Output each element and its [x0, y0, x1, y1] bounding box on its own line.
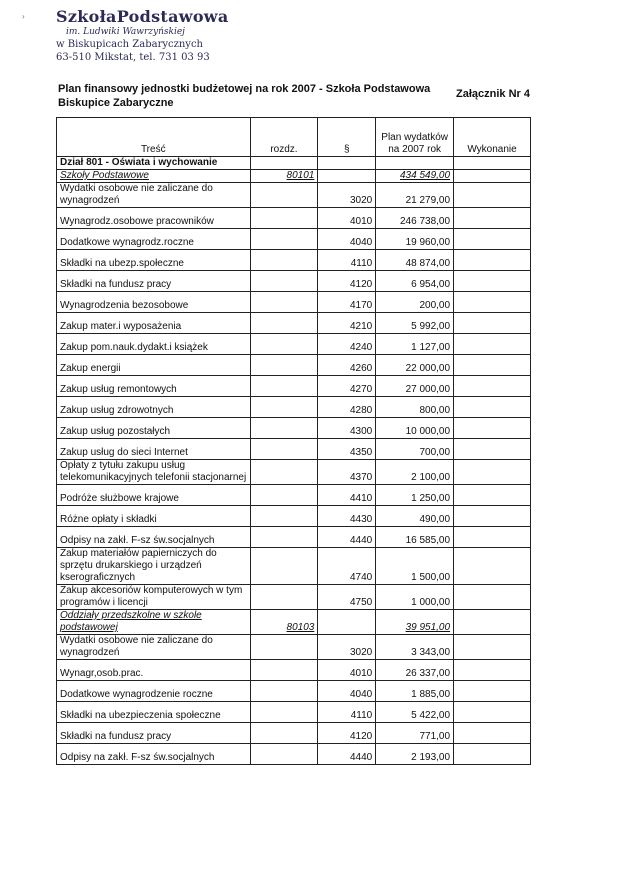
cell-plan	[376, 183, 454, 208]
cell-tresc-text: Wynagrodz.osobowe pracowników	[60, 216, 214, 227]
cell-tresc	[57, 681, 251, 702]
cell-wykonanie	[454, 460, 531, 485]
cell-wykonanie	[454, 548, 531, 585]
stamp-school-name: SzkołaPodstawowa	[56, 7, 229, 26]
cell-plan-text: 5 422,00	[411, 710, 451, 721]
cell-wykonanie	[454, 610, 531, 635]
cell-plan-text: 1 127,00	[411, 342, 451, 353]
cell-paragraf	[318, 723, 376, 744]
cell-rozdz	[250, 635, 318, 660]
cell-tresc-text: Składki na fundusz pracy	[60, 731, 172, 742]
cell-plan-text: 800,00	[419, 405, 451, 416]
cell-wykonanie	[454, 485, 531, 506]
cell-plan-text: 3 343,00	[411, 647, 451, 658]
cell-paragraf-text: 4430	[349, 514, 373, 525]
table-row	[57, 702, 531, 723]
cell-plan	[376, 585, 454, 610]
header-wykonanie: Wykonanie	[454, 118, 531, 157]
cell-paragraf	[318, 271, 376, 292]
cell-plan-text: 48 874,00	[405, 258, 451, 269]
cell-wykonanie	[454, 292, 531, 313]
cell-paragraf-text: 4370	[349, 472, 373, 483]
cell-rozdz	[250, 418, 318, 439]
table-header-row	[57, 118, 531, 157]
cell-paragraf	[318, 585, 376, 610]
cell-wykonanie	[454, 527, 531, 548]
table-cell	[376, 157, 454, 170]
cell-tresc	[57, 585, 251, 610]
cell-rozdz	[250, 334, 318, 355]
cell-tresc	[57, 250, 251, 271]
cell-plan-text: 10 000,00	[405, 426, 451, 437]
header-rozdz: rozdz.	[250, 118, 318, 157]
annex-label: Załącznik Nr 4	[456, 88, 530, 100]
cell-plan	[376, 506, 454, 527]
cell-tresc	[57, 506, 251, 527]
cell-rozdz	[250, 271, 318, 292]
cell-paragraf-text: 4010	[349, 668, 373, 679]
cell-tresc	[57, 527, 251, 548]
table-cell	[318, 157, 376, 170]
cell-tresc	[57, 744, 251, 765]
cell-paragraf	[318, 610, 376, 635]
cell-paragraf-text: 3020	[349, 195, 373, 206]
cell-tresc	[57, 271, 251, 292]
cell-wykonanie	[454, 635, 531, 660]
cell-tresc-text: Wynagr,osob.prac.	[60, 668, 144, 679]
cell-wykonanie	[454, 313, 531, 334]
cell-plan	[376, 548, 454, 585]
cell-rozdz	[250, 527, 318, 548]
cell-paragraf-text: 4110	[350, 710, 373, 721]
cell-tresc-text: Zakup mater.i wyposażenia	[60, 321, 182, 332]
cell-paragraf-text: 4440	[349, 752, 373, 763]
table-row	[57, 681, 531, 702]
cell-plan-text: 22 000,00	[405, 363, 451, 374]
cell-wykonanie	[454, 723, 531, 744]
cell-rozdz	[250, 292, 318, 313]
cell-tresc	[57, 610, 251, 635]
cell-rozdz-text: 80101	[286, 170, 315, 181]
cell-paragraf	[318, 334, 376, 355]
cell-tresc-text: Zakup usług zdrowotnych	[60, 405, 174, 416]
cell-plan-text: 700,00	[419, 447, 451, 458]
cell-plan	[376, 744, 454, 765]
cell-rozdz	[250, 702, 318, 723]
cell-tresc	[57, 334, 251, 355]
cell-paragraf	[318, 183, 376, 208]
cell-plan-text: 490,00	[419, 514, 451, 525]
cell-tresc	[57, 397, 251, 418]
cell-rozdz	[250, 208, 318, 229]
cell-rozdz	[250, 439, 318, 460]
cell-plan	[376, 723, 454, 744]
cell-tresc	[57, 485, 251, 506]
cell-wykonanie	[454, 271, 531, 292]
cell-tresc-text: Zakup pom.nauk.dydakt.i książek	[60, 342, 208, 353]
cell-tresc	[57, 183, 251, 208]
cell-plan-text: 200,00	[419, 300, 451, 311]
cell-wykonanie	[454, 681, 531, 702]
cell-paragraf	[318, 439, 376, 460]
cell-plan	[376, 292, 454, 313]
cell-plan	[376, 397, 454, 418]
cell-plan-text: 1 000,00	[411, 597, 451, 608]
cell-tresc-text: Dodatkowe wynagrodzenie roczne	[60, 689, 213, 700]
cell-paragraf	[318, 208, 376, 229]
cell-plan-text: 27 000,00	[405, 384, 451, 395]
cell-paragraf-text: 4300	[349, 426, 373, 437]
cell-rozdz	[250, 170, 318, 183]
cell-paragraf-text: 4010	[349, 216, 373, 227]
cell-paragraf	[318, 744, 376, 765]
cell-paragraf	[318, 250, 376, 271]
stamp-contact: 63-510 Mikstat, tel. 731 03 93	[56, 52, 210, 63]
cell-paragraf-text: 4040	[349, 237, 373, 248]
cell-paragraf	[318, 548, 376, 585]
table-row	[57, 635, 531, 660]
cell-tresc	[57, 439, 251, 460]
cell-paragraf	[318, 635, 376, 660]
cell-tresc	[57, 660, 251, 681]
chapter-row	[57, 170, 531, 183]
cell-tresc-text: Opłaty z tytułu zakupu usług telekomunikacyjnych telefonii stacjonarnej	[60, 460, 247, 483]
cell-plan	[376, 610, 454, 635]
cell-paragraf-text: 4740	[349, 572, 373, 583]
cell-paragraf	[318, 485, 376, 506]
cell-tresc-text: Zakup energii	[60, 363, 121, 374]
cell-rozdz	[250, 183, 318, 208]
cell-wykonanie	[454, 334, 531, 355]
table-row	[57, 660, 531, 681]
cell-plan-text: 1 500,00	[411, 572, 451, 583]
cell-plan-text: 1 885,00	[411, 689, 451, 700]
cell-tresc	[57, 702, 251, 723]
table-cell	[454, 157, 531, 170]
cell-paragraf-text: 4120	[349, 731, 373, 742]
cell-plan	[376, 376, 454, 397]
table-row	[57, 355, 531, 376]
cell-rozdz	[250, 355, 318, 376]
header-tresc: Treść	[57, 118, 251, 157]
table-row	[57, 485, 531, 506]
cell-rozdz	[250, 460, 318, 485]
cell-tresc-text: Zakup usług remontowych	[60, 384, 177, 395]
cell-wykonanie	[454, 250, 531, 271]
cell-plan	[376, 313, 454, 334]
cell-wykonanie	[454, 397, 531, 418]
cell-plan-text: 19 960,00	[405, 237, 451, 248]
cell-plan	[376, 170, 454, 183]
table-row	[57, 313, 531, 334]
cell-plan	[376, 485, 454, 506]
cell-rozdz	[250, 681, 318, 702]
school-stamp	[56, 8, 256, 64]
cell-plan	[376, 355, 454, 376]
cell-tresc-text: Zakup usług pozostałych	[60, 426, 171, 437]
table-row	[57, 418, 531, 439]
cell-paragraf-text: 4110	[350, 258, 373, 269]
cell-plan	[376, 635, 454, 660]
table-row	[57, 460, 531, 485]
cell-tresc-text: Różne opłaty i składki	[60, 514, 157, 525]
cell-paragraf-text: 4040	[349, 689, 373, 700]
cell-paragraf-text: 4750	[349, 597, 373, 608]
table-row	[57, 183, 531, 208]
cell-tresc	[57, 548, 251, 585]
cell-plan-text: 434 549,00	[400, 170, 451, 181]
table-row	[57, 250, 531, 271]
cell-tresc-text: Składki na ubezpieczenia społeczne	[60, 710, 221, 721]
cell-plan	[376, 439, 454, 460]
cell-tresc	[57, 292, 251, 313]
cell-plan-text: 1 250,00	[411, 493, 451, 504]
cell-rozdz	[250, 610, 318, 635]
cell-paragraf-text: 3020	[349, 647, 373, 658]
title-line-2: Biskupice Zabaryczne	[58, 97, 174, 109]
table-row	[57, 439, 531, 460]
cell-wykonanie	[454, 208, 531, 229]
cell-plan-text: 5 992,00	[411, 321, 451, 332]
cell-tresc	[57, 208, 251, 229]
cell-rozdz	[250, 229, 318, 250]
cell-wykonanie	[454, 170, 531, 183]
cell-paragraf	[318, 702, 376, 723]
cell-paragraf-text: 4170	[349, 300, 373, 311]
budget-table	[56, 117, 531, 765]
cell-paragraf-text: 4410	[349, 493, 373, 504]
cell-tresc	[57, 170, 251, 183]
cell-wykonanie	[454, 439, 531, 460]
cell-plan	[376, 250, 454, 271]
cell-plan	[376, 229, 454, 250]
cell-tresc-text: Szkoły Podstawowe	[60, 170, 149, 181]
chapter-row	[57, 610, 531, 635]
section-title: Dział 801 - Oświata i wychowanie	[57, 157, 251, 170]
cell-paragraf	[318, 376, 376, 397]
cell-paragraf	[318, 355, 376, 376]
cell-paragraf	[318, 660, 376, 681]
cell-paragraf	[318, 506, 376, 527]
scan-mark: ›	[22, 12, 25, 21]
table-row	[57, 527, 531, 548]
cell-rozdz	[250, 585, 318, 610]
cell-wykonanie	[454, 229, 531, 250]
cell-rozdz	[250, 548, 318, 585]
header-plan: Plan wydatków na 2007 rok	[376, 118, 454, 157]
cell-paragraf-text: 4280	[349, 405, 373, 416]
cell-plan-text: 21 279,00	[405, 195, 451, 206]
cell-tresc-text: Wynagrodzenia bezosobowe	[60, 300, 189, 311]
cell-tresc	[57, 229, 251, 250]
cell-wykonanie	[454, 376, 531, 397]
cell-rozdz	[250, 744, 318, 765]
cell-plan	[376, 418, 454, 439]
table-row	[57, 334, 531, 355]
cell-rozdz	[250, 250, 318, 271]
cell-plan-text: 2 193,00	[411, 752, 451, 763]
cell-plan	[376, 208, 454, 229]
table-row	[57, 548, 531, 585]
cell-tresc-text: Odpisy na zakł. F-sz św.socjalnych	[60, 752, 215, 763]
table-row	[57, 292, 531, 313]
cell-tresc-text: Zakup usług do sieci Internet	[60, 447, 188, 458]
cell-paragraf-text: 4210	[349, 321, 373, 332]
cell-tresc-text: Podróże służbowe krajowe	[60, 493, 179, 504]
cell-paragraf-text: 4260	[349, 363, 373, 374]
table-row	[57, 229, 531, 250]
table-row	[57, 376, 531, 397]
cell-plan	[376, 681, 454, 702]
cell-tresc-text: Zakup materiałów papierniczych do sprzętu drukarskiego i urządzeń kserograficznych	[60, 548, 217, 583]
cell-tresc-text: Dodatkowe wynagrodz.roczne	[60, 237, 194, 248]
table-row	[57, 744, 531, 765]
cell-paragraf	[318, 292, 376, 313]
table-cell	[250, 157, 318, 170]
cell-plan-text: 26 337,00	[405, 668, 451, 679]
cell-wykonanie	[454, 355, 531, 376]
table-row	[57, 208, 531, 229]
cell-plan	[376, 527, 454, 548]
cell-tresc	[57, 313, 251, 334]
title-line-1: Plan finansowy jednostki budżetowej na rok 2007 - Szkoła Podstawowa	[58, 83, 431, 95]
document-title	[58, 82, 438, 110]
cell-plan	[376, 271, 454, 292]
table-row	[57, 506, 531, 527]
cell-paragraf	[318, 313, 376, 334]
cell-wykonanie	[454, 418, 531, 439]
header-paragraf: §	[318, 118, 376, 157]
cell-rozdz	[250, 397, 318, 418]
cell-paragraf	[318, 681, 376, 702]
cell-plan	[376, 702, 454, 723]
cell-plan	[376, 334, 454, 355]
cell-tresc-text: Odpisy na zakł. F-sz św.socjalnych	[60, 535, 215, 546]
cell-rozdz	[250, 485, 318, 506]
section-row	[57, 157, 531, 170]
cell-rozdz	[250, 376, 318, 397]
cell-wykonanie	[454, 660, 531, 681]
cell-tresc-text: Składki na fundusz pracy	[60, 279, 172, 290]
cell-rozdz	[250, 660, 318, 681]
cell-tresc-text: Wydatki osobowe nie zaliczane do wynagrodzeń	[60, 183, 213, 206]
cell-paragraf	[318, 527, 376, 548]
cell-paragraf-text: 4120	[349, 279, 373, 290]
cell-plan-text: 246 738,00	[400, 216, 451, 227]
cell-tresc	[57, 418, 251, 439]
cell-wykonanie	[454, 702, 531, 723]
cell-tresc	[57, 376, 251, 397]
table-row	[57, 723, 531, 744]
cell-rozdz	[250, 506, 318, 527]
cell-paragraf	[318, 397, 376, 418]
cell-plan-text: 16 585,00	[405, 535, 451, 546]
cell-tresc-text: Zakup akcesoriów komputerowych w tym programów i licencji	[60, 585, 243, 608]
cell-paragraf	[318, 418, 376, 439]
cell-paragraf	[318, 229, 376, 250]
cell-tresc-text: Składki na ubezp.społeczne	[60, 258, 184, 269]
cell-rozdz	[250, 313, 318, 334]
cell-wykonanie	[454, 506, 531, 527]
cell-wykonanie	[454, 585, 531, 610]
cell-plan-text: 771,00	[419, 731, 451, 742]
cell-tresc	[57, 635, 251, 660]
cell-plan-text: 39 951,00	[405, 622, 451, 633]
cell-tresc	[57, 355, 251, 376]
cell-paragraf-text: 4240	[349, 342, 373, 353]
cell-paragraf-text: 4440	[349, 535, 373, 546]
table-row	[57, 397, 531, 418]
table-row	[57, 271, 531, 292]
cell-paragraf	[318, 170, 376, 183]
cell-tresc-text: Wydatki osobowe nie zaliczane do wynagrodzeń	[60, 635, 213, 658]
cell-tresc	[57, 460, 251, 485]
cell-tresc-text: Oddziały przedszkolne w szkole podstawowej	[60, 610, 202, 633]
cell-plan-text: 6 954,00	[411, 279, 451, 290]
table-row	[57, 585, 531, 610]
cell-plan	[376, 660, 454, 681]
cell-paragraf	[318, 460, 376, 485]
cell-tresc	[57, 723, 251, 744]
stamp-address: w Biskupicach Zabarycznych	[56, 39, 204, 50]
cell-plan	[376, 460, 454, 485]
cell-wykonanie	[454, 183, 531, 208]
cell-paragraf-text: 4270	[349, 384, 373, 395]
cell-rozdz	[250, 723, 318, 744]
cell-rozdz-text: 80103	[286, 622, 315, 633]
cell-plan-text: 2 100,00	[411, 472, 451, 483]
cell-wykonanie	[454, 744, 531, 765]
stamp-patron: im. Ludwiki Wawrzyńskiej	[66, 27, 185, 37]
cell-paragraf-text: 4350	[349, 447, 373, 458]
